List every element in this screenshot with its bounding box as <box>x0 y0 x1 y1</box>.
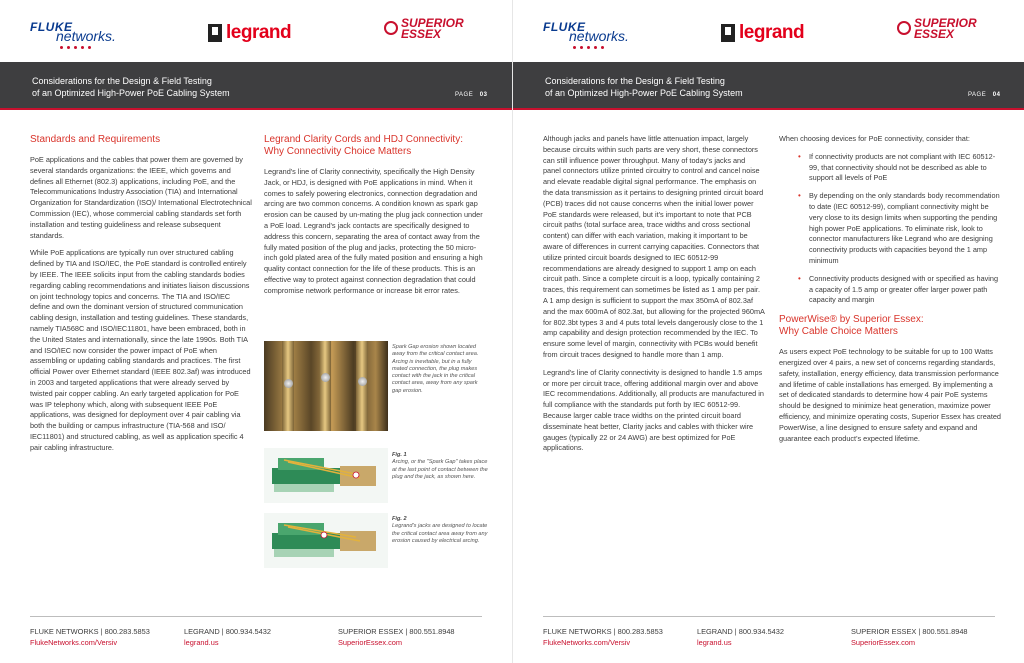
paragraph: PoE applications and the cables that power them are governed by several standards organizations: the IEEE, which governs and defines all Ethernet (802.3) applications, including PoE, and the Telecommunications Industry Association (TIA) and International Organization for Standardization (ISO)/ International Electrotechnical Commission (IEC), whose commercial cabling standards set forth installation and testing guideliness and release subsequent standards. <box>30 155 252 240</box>
column-standards <box>30 134 252 461</box>
footer-legrand-link[interactable]: legrand.us <box>697 638 732 647</box>
footer-rule <box>543 616 995 617</box>
footer-fluke-link[interactable]: FlukeNetworks.com/Versiv <box>543 638 631 647</box>
footer-fluke: FLUKE NETWORKS | 800.283.5853 FlukeNetworks.com/Versiv <box>30 627 150 647</box>
paragraph: Legrand's line of Clarity connectivity is designed to handle 1.5 amps or more per circuit trace, offering additional margin over and above IEC recommendations. Additionally, all products are manufactured in full compliance with the standards put forth by IEC 60512-99. Because larger cable trace widths on the printed circuit board disseminate heat better, Clarity jacks and cables with thicker wire gauges (typically 22 or 24 AWG) are best optimized for PoE applications. <box>543 367 764 453</box>
column-powerwise <box>779 134 1001 451</box>
footer-fluke-link[interactable]: FlukeNetworks.com/Versiv <box>30 638 118 647</box>
fig2-diagram <box>264 513 388 568</box>
superior-essex-logo: SUPERIOR ESSEX <box>384 18 464 40</box>
footer-superior-essex: SUPERIOR ESSEX | 800.551.8948 SuperiorEssex.com <box>338 627 455 647</box>
list-item: • If connectivity products are not compliant with IEC 60512-99, that connectivity should not be described as able to support all levels of PoE <box>779 152 1001 184</box>
superior-essex-logo: SUPERIOR ESSEX <box>897 18 977 40</box>
footer-rule <box>30 616 482 617</box>
fig1-caption: Fig. 1 Arcing, or the "Spark Gap" takes place at the last point of contact between the plug and the jack, as shown here. <box>392 452 488 480</box>
legrand-mark-icon <box>208 24 222 42</box>
footer-legrand-link[interactable]: legrand.us <box>184 638 219 647</box>
page-number: PAGE 03 <box>455 92 488 98</box>
paragraph: Legrand's line of Clarity connectivity, specifically the High Density Jack, or HDJ, is designed with PoE applications in mind. When it comes to safely powering electronics, connection degradation and arcing are two common concerns. A condition known as spark gap erosion can be caused by un-mating the plug jack connection under a PoE load. Legrand's jack contacts are specifically designed to address this concern, separating the area of contact away from the fully mated position of the plug and jacks, protecting the 50 micro-inch gold plated area of the fully mated position and ensuring a high quality contact connection for the life of these products. This is an effective way to protect against connection degradation that could compromise network performance or increase bit error rates. <box>264 167 483 295</box>
column-legrand <box>264 134 486 304</box>
page-number: PAGE 04 <box>968 92 1001 98</box>
superior-essex-mark-icon <box>384 21 398 35</box>
bullet-list <box>779 152 1001 306</box>
logo-row: FLUKE networks. legrand SUPERIOR ESSEX <box>513 14 1024 48</box>
section-heading: PowerWise® by Superior Essex: Why Cable Choice Matters <box>779 314 924 338</box>
header-accent-line <box>513 108 1024 110</box>
page-04 <box>512 0 1024 663</box>
paragraph: As users expect PoE technology to be suitable for up to 100 Watts energized over 4 pairs, a new set of concerns regarding standards, safety, installation, energy efficiency, data transmission performance and lifetime of cable installations has emerged. By implementing a set of dedicated standards to determine how 4 pair PoE systems should be designed to minimize heat generation, maximize power efficiency, and minimize operating costs, Superior Essex has created PowerWise, a line designed to ensure safety and expand and guarantee each product's expected lifetime. <box>779 347 1001 443</box>
paragraph: While PoE applications are typically run over structured cabling defined by TIA and ISO/IEC, the PoE standard is controlled entirely by IEEE. The IEEE solicits input from the cabling standards bodies regarding cabling recommendations and initiates liaison discussions on joint technology topics and concerns. The TIA and ISO/IEC define and own the dominant version of structured communication cabling design, installation and testing guidelines. These standards, namely TIA568C and ISO/IEC11801, have been embraced, both in the United States and internationally, since the late 1990s. Both TIA and ISO/IEC now consider the power impact of PoE when assembling or updating cabling standards and practices. The first official Power over Ethernet standard (IEEE 802.3af) was introduced in 2003 and targeted applications that were already served by twisted pair copper cabling. An early targeted application for PoE was IP telephony which, along with subsequent IEEE PoE applications, was designed for deployment over 4 pair cabling via both the building or campus infrastructure (TIA-568 and ISO/ IEC11801) and structured cabling, as well as application specific 4 pair cabling infrastructure. <box>30 248 251 452</box>
legrand-logo: legrand <box>721 22 804 44</box>
legrand-logo: legrand <box>208 22 291 44</box>
list-item: • By depending on the only standards body recommendation to date (IEC 60512-99), compliant connectivity might be very close to its design limits when supporting the pending high power PoE applications. To eliminate risk, look to connector manufacturers like Legrand who are designing connectivity products with capacities beyond the 1 amp minimum <box>779 191 1001 267</box>
header-bar <box>513 62 1024 108</box>
paragraph: Although jacks and panels have little attenuation impact, largely because circuits within such parts are very short, these connectors can still influence power throughput. Many of today's jacks and panel connectors utilize printed circuitry to control and cancel noise and elevate readable digital signal performance. The emphasis on the data transmission as it pertains to designing printed circuit board (PCB) traces did not cause concerns when the initial lower power PoE standards were released, but it's important to note that PCB circuit paths (total surface area, trace widths and cross sectional content) can differ with each variation, making it important to be aware of differences in current carrying capacities. Connectors that utilize printed circuit boards designed to IEC 60512-99 recommendations are already designed to support 1 amp on each circuit path. Since a complete circuit is a loop, typically containing 2 traces, this requirement can sometimes be listed as 1 amp per pair. A 1 amp design is sufficient to support the max 350mA of 802.3af and the max 600mA of 802.3at, but allowing for the projected 960mA for 802.3bt types 3 and 4 puts total levels dangerously close to the 1 amp capability and design protection recommended by the IEC. To ensure some level of margin, connectivity with PCBs would benefit from circuit traces designed to handle more than 1 amp. <box>543 134 765 359</box>
header-title-line1: Considerations for the Design & Field Testing <box>32 76 212 86</box>
header-bar <box>0 62 512 108</box>
footer-legrand: LEGRAND | 800.934.5432 legrand.us <box>697 627 784 647</box>
superior-essex-mark-icon <box>897 21 911 35</box>
footer-superior-essex: SUPERIOR ESSEX | 800.551.8948 SuperiorEssex.com <box>851 627 968 647</box>
footer-superior-essex-link[interactable]: SuperiorEssex.com <box>851 638 916 647</box>
logo-row: FLUKE networks. legrand SUPERIOR ESSEX <box>0 14 512 48</box>
legrand-mark-icon <box>721 24 735 42</box>
fig2-caption: Fig. 2 Legrand's jacks are designed to locate the critical contact area away from any erosion caused by electrical arcing. <box>392 516 488 544</box>
fig1-diagram <box>264 448 388 503</box>
header-title-line2: of an Optimized High-Power PoE Cabling System <box>545 88 743 98</box>
section-heading: Legrand Clarity Cords and HDJ Connectivity: Why Connectivity Choice Matters <box>264 134 463 157</box>
header-title-line1: Considerations for the Design & Field Testing <box>545 76 725 86</box>
list-item: • Connectivity products designed with or specified as having a capacity of 1.5 amp or greater offer larger power path capacity and margin <box>779 274 1001 306</box>
footer-legrand: LEGRAND | 800.934.5432 legrand.us <box>184 627 271 647</box>
section-heading: Standards and Requirements <box>30 134 161 145</box>
paragraph: When choosing devices for PoE connectivity, consider that: <box>779 134 970 143</box>
footer-superior-essex-link[interactable]: SuperiorEssex.com <box>338 638 403 647</box>
column-pcb <box>543 134 765 461</box>
header-title-line2: of an Optimized High-Power PoE Cabling System <box>32 88 230 98</box>
spark-gap-photo <box>264 341 388 431</box>
photo-caption: Spark Gap erosion shown located away from the critical contact area. Arcing is inevitable, but in a fully mated connection, the plug makes contact with the jack in the critical contact area, away from any spark gap erosion. <box>392 344 479 394</box>
header-accent-line <box>0 108 512 110</box>
footer-fluke: FLUKE NETWORKS | 800.283.5853 FlukeNetworks.com/Versiv <box>543 627 663 647</box>
